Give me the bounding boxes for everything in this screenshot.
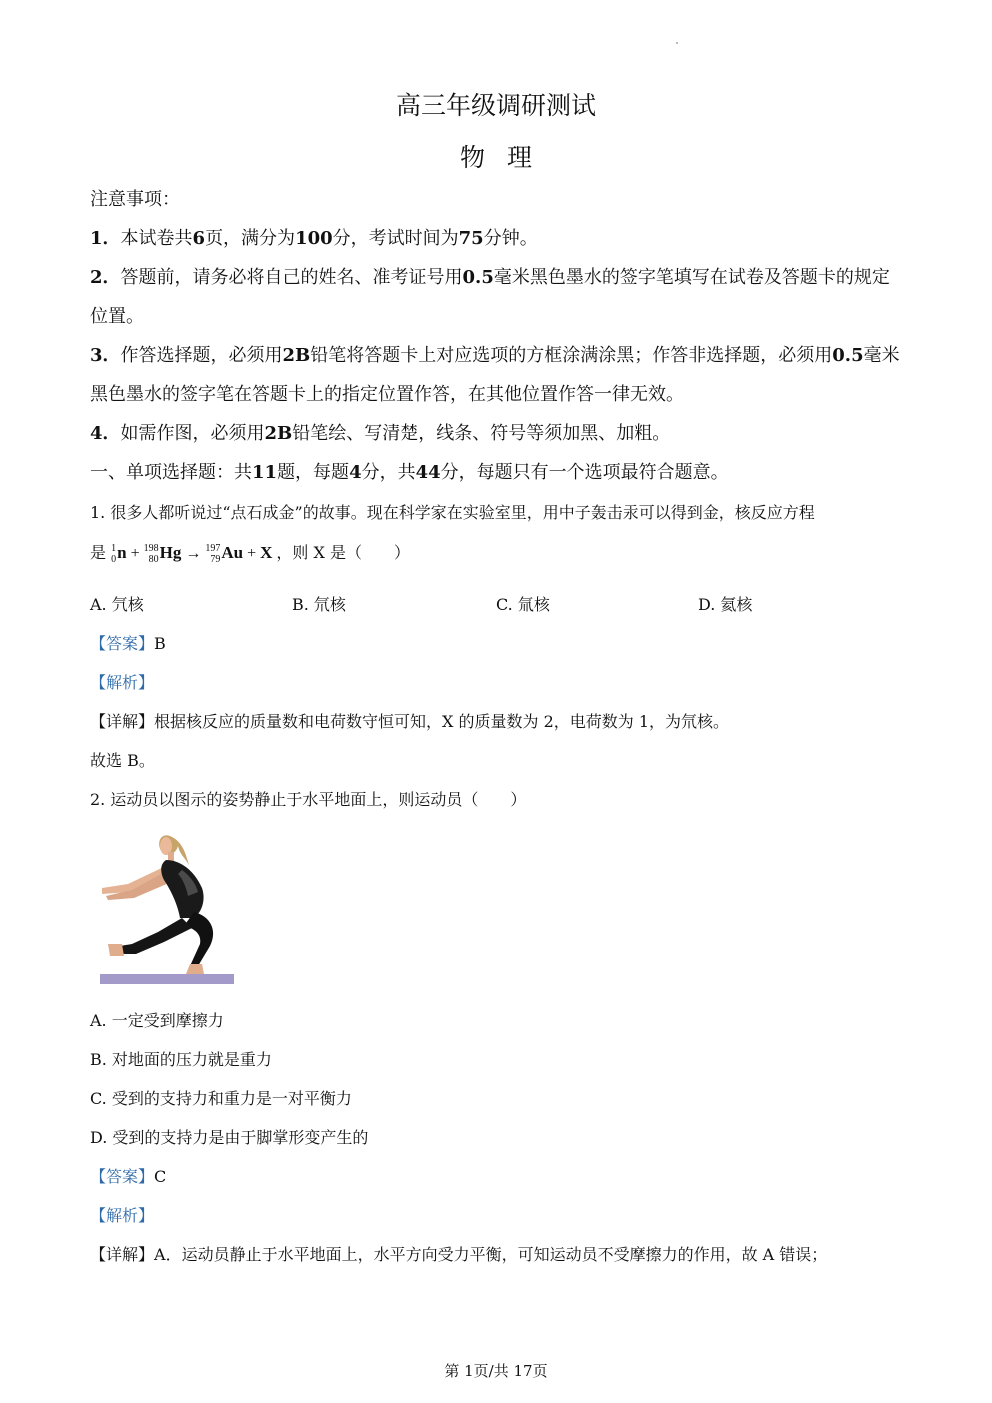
notice-item-2: 2．答题前，请务必将自己的姓名、准考证号用0.5毫米黑色墨水的签字笔填写在试卷及答题卡的规定位置。 [90,267,890,327]
q2-option-c: C. 受到的支持力和重力是一对平衡力 [90,1089,352,1108]
section-heading: 一、单项选择题：共11题，每题4分，共44分，每题只有一个选项最符合题意。 [90,462,729,483]
notice-item-4: 4．如需作图，必须用2B铅笔绘、写清楚，线条、符号等须加黑、加粗。 [90,423,671,444]
q1-option-b: B. 氘核 [292,595,346,614]
q1-answer: 【答案】B [90,634,166,653]
scan-dot [676,42,678,44]
q1-analysis-tag: 【解析】 [90,673,155,692]
notice-item-1: 1．本试卷共6页，满分为100分，考试时间为75分钟。 [90,228,538,249]
q1-option-c: C. 氚核 [496,595,550,614]
q1-detail: 【详解】根据核反应的质量数和电荷数守恒可知，X 的质量数为 2，电荷数为 1，为氘核。 [90,712,730,731]
notice-heading: 注意事项： [90,189,180,210]
q1-conclusion: 故选 B。 [90,751,155,770]
nuclear-equation: 1 0n + 198 80Hg → 197 79Au + X [111,543,273,566]
q2-analysis-tag: 【解析】 [90,1206,155,1225]
yoga-mat [100,974,234,984]
q2-answer: 【答案】C [90,1167,167,1186]
q2-stem: 2. 运动员以图示的姿势静止于水平地面上，则运动员（ ） [90,790,527,809]
q1-stem-line1: 1. 很多人都听说过“点石成金”的故事。现在科学家在实验室里，用中子轰击汞可以得到金，核反应方程 [90,503,815,522]
athlete-pistol-squat-image [98,826,238,988]
notice-item-3: 3．作答选择题，必须用2B铅笔将答题卡上对应选项的方框涂满涂黑；作答非选择题，必须用0.5毫米黑色墨水的签字笔在答题卡上的指定位置作答，在其他位置作答一律无效。 [90,345,900,405]
q1-stem-line2: 是 1 0n + 198 80Hg → 197 79Au + X ，则 X 是（ ） [90,543,410,566]
q2-option-a: A. 一定受到摩擦力 [90,1011,224,1030]
q2-detail: 【详解】A．运动员静止于水平地面上，水平方向受力平衡，可知运动员不受摩擦力的作用，故 A 错误； [90,1245,828,1264]
q2-option-d: D. 受到的支持力是由于脚掌形变产生的 [90,1128,369,1147]
q1-option-a: A. 氕核 [90,595,144,614]
q1-option-d: D. 氦核 [698,595,753,614]
subject-title: 物理 [459,143,554,172]
page-footer: 第 1页/共 17页 [444,1362,548,1380]
exam-title: 高三年级调研测试 [395,91,596,120]
q2-option-b: B. 对地面的压力就是重力 [90,1050,272,1069]
